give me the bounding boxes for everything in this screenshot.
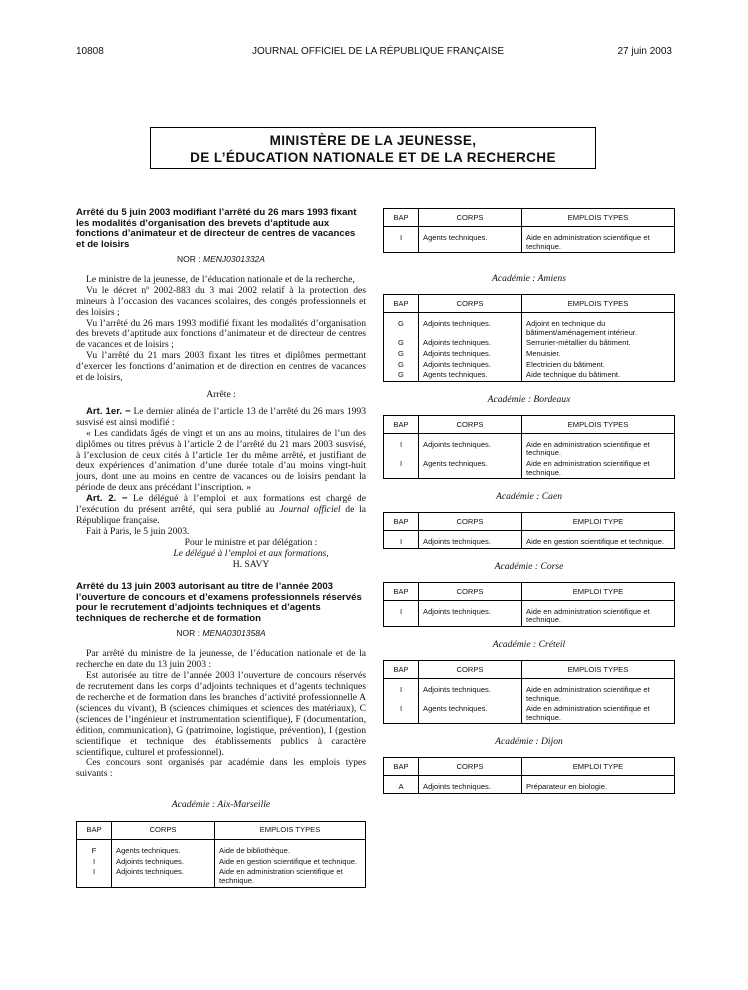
- art1-label: Art. 1er. −: [86, 405, 131, 417]
- academy-table-amiens: [383, 294, 675, 382]
- art2-text-a: Le délégué à l’emploi et aux formations est chargé de l’exécution du présent arrêté, qui sera publié au: [76, 493, 366, 516]
- arrete-1-art1: [76, 407, 366, 429]
- ministry-line-2: DE L’ÉDUCATION NATIONALE ET DE LA RECHERCHE: [190, 150, 556, 165]
- academy-table-caen: [383, 512, 675, 549]
- table-row: A Adjoints techniques. Préparateur en biologie.: [384, 782, 675, 793]
- col-header-bap: BAP: [384, 295, 419, 313]
- arrete-1-nor: [76, 254, 366, 265]
- academy-table-aix-marseille: [76, 821, 366, 887]
- col-header-emploi: EMPLOI TYPE: [522, 582, 675, 600]
- table-row: I Adjoints techniques. Aide en gestion scientifique et technique.: [77, 857, 366, 868]
- journal-title: JOURNAL OFFICIEL DE LA RÉPUBLIQUE FRANÇAISE: [251, 46, 505, 57]
- signature-line-3: H. SAVY: [232, 558, 270, 570]
- table-row: I Adjoints techniques. Aide en administration scientifique et technique.: [384, 685, 675, 704]
- table-row: F Agents techniques. Aide de bibliothèque.: [77, 846, 366, 857]
- col-header-bap: BAP: [384, 513, 419, 531]
- ministry-heading: [150, 127, 596, 169]
- arrete-1-title: Arrêté du 5 juin 2003 modifiant l’arrêté du 26 mars 1993 fixant les modalités d’organisation des brevets d’aptitude aux fonctions d’animateur et de directeur de centres de vacances et de loisirs: [76, 207, 357, 250]
- col-header-corps: CORPS: [112, 822, 215, 840]
- col-header-emploi: EMPLOI TYPE: [522, 513, 675, 531]
- arrete-1-art1-quote: « Les candidats âgés de vingt et un ans au moins, titulaires de l’un des diplômes ou titres prévus à l’article 2 de l’arrêté du 21 mars 2003 susvisé, à l’exclusion de ceux cités à l’article 1er du même arrêté, et justifiant de deux expériences d’animation d’une durée totale d’au moins vingt-huit jours, dont une au moins en centre de vacances ou de loisirs pendant la période de deux ans précédant l’inscription. »: [76, 427, 366, 494]
- ministry-line-1: MINISTÈRE DE LA JEUNESSE,: [269, 133, 477, 148]
- academy-name: Académie : Créteil: [492, 638, 566, 650]
- table-row: G Adjoints techniques. Electricien du bâtiment.: [384, 360, 675, 371]
- col-header-emploi: EMPLOI TYPE: [522, 758, 675, 776]
- col-header-emplois: EMPLOIS TYPES: [215, 822, 366, 840]
- table-row: I Adjoints techniques. Aide en administration scientifique et technique.: [384, 607, 675, 627]
- academy-table-creteil: [383, 660, 675, 724]
- academy-name: Académie : Caen: [495, 491, 563, 503]
- academy-name: Académie : Amiens: [492, 273, 566, 285]
- col-header-corps: CORPS: [419, 758, 522, 776]
- col-header-corps: CORPS: [419, 513, 522, 531]
- table-row: G Agents techniques. Aide technique du bâtiment.: [384, 370, 675, 381]
- arrete-1-p1: Le ministre de la jeunesse, de l’éducation nationale et de la recherche,: [86, 273, 355, 285]
- col-header-bap: BAP: [77, 822, 112, 840]
- arrete-2-title: Arrêté du 13 juin 2003 autorisant au titre de l’année 2003 l’ouverture de concours et d’examens professionnels réservés pour le recrutement d’adjoints techniques et d’agents techniques de recherche et de formation: [76, 581, 362, 624]
- col-header-emplois: EMPLOIS TYPES: [522, 660, 675, 678]
- col-header-corps: CORPS: [419, 660, 522, 678]
- col-header-corps: CORPS: [419, 209, 522, 227]
- arrete-1-arrete: Arrête :: [206, 388, 236, 400]
- academy-table-corse: [383, 582, 675, 627]
- academy-table-continued: [383, 208, 675, 253]
- table-row: G Adjoints techniques. Adjoint en technique du bâtiment/aménagement intérieur.: [384, 319, 675, 338]
- arrete-1-art2: [76, 494, 366, 527]
- table-row: I Adjoints techniques. Aide en administration scientifique et technique.: [384, 440, 675, 459]
- table-row: G Adjoints techniques. Serrurier-métallier du bâtiment.: [384, 338, 675, 349]
- arrete-2-p3: Ces concours sont organisés par académie dans les emplois types suivants :: [76, 757, 366, 780]
- arrete-1-p3: Vu l’arrêté du 26 mars 1993 modifié fixant les modalités d’organisation des brevets d’aptitude aux fonctions d’animateur et de directeur de centres de vacances et de loisirs ;: [76, 317, 366, 351]
- nor-code: MENA0301358A: [202, 628, 266, 639]
- nor-code: MENJ0301332A: [203, 254, 265, 264]
- col-header-bap: BAP: [384, 582, 419, 600]
- academy-name: Académie : Dijon: [495, 736, 563, 748]
- table-row: G Adjoints techniques. Menuisier.: [384, 349, 675, 360]
- table-row: I Agents techniques. Aide en administration scientifique et technique.: [384, 233, 675, 253]
- left-column: [76, 208, 366, 888]
- academy-name: Académie : Bordeaux: [487, 393, 571, 405]
- col-header-emplois: EMPLOIS TYPES: [522, 209, 675, 227]
- nor-label: NOR :: [177, 254, 201, 264]
- col-header-bap: BAP: [384, 660, 419, 678]
- col-header-bap: BAP: [384, 415, 419, 433]
- art2-label: Art. 2. −: [86, 493, 128, 505]
- academy-name: Académie : Aix-Marseille: [171, 799, 271, 811]
- issue-date: 27 juin 2003: [617, 46, 672, 57]
- academy-table-dijon: [383, 757, 675, 794]
- col-header-bap: BAP: [384, 209, 419, 227]
- art2-text-b: de la République française.: [76, 504, 366, 526]
- arrete-1-p4: Vu l’arrêté du 21 mars 2003 fixant les titres et diplômes permettant d’exercer les fonctions d’animation et de direction en centres de vacances et de loisirs,: [76, 350, 366, 384]
- col-header-emplois: EMPLOIS TYPES: [522, 415, 675, 433]
- arrete-1-p2: Vu le décret nº 2002-883 du 3 mai 2002 relatif à la protection des mineurs à l’occasion des vacances scolaires, des congés professionnels et des loisirs ;: [76, 284, 366, 318]
- art1-text: Le dernier alinéa de l’article 13 de l’arrêté du 26 mars 1993 susvisé est ainsi modifié :: [76, 405, 367, 428]
- signature-line-1: Pour le ministre et par délégation :: [184, 536, 318, 548]
- col-header-corps: CORPS: [419, 582, 522, 600]
- nor-label: NOR :: [176, 628, 200, 639]
- page-number: 10808: [76, 46, 104, 57]
- table-row: I Adjoints techniques. Aide en administration scientifique et technique.: [77, 867, 366, 887]
- table-row: I Agents techniques. Aide en administration scientifique et technique.: [384, 704, 675, 724]
- right-column: [383, 208, 675, 794]
- signature-line-2: Le délégué à l’emploi et aux formations,: [173, 547, 329, 559]
- col-header-corps: CORPS: [419, 415, 522, 433]
- academy-table-bordeaux: [383, 415, 675, 479]
- arrete-1-fait: Fait à Paris, le 5 juin 2003.: [86, 525, 190, 537]
- col-header-emplois: EMPLOIS TYPES: [522, 295, 675, 313]
- col-header-bap: BAP: [384, 758, 419, 776]
- table-row: I Agents techniques. Aide en administration scientifique et technique.: [384, 459, 675, 479]
- table-row: I Adjoints techniques. Aide en gestion scientifique et technique.: [384, 537, 675, 548]
- art2-text-ital: Journal officiel: [279, 504, 341, 516]
- arrete-2-nor: [76, 628, 366, 639]
- arrete-2-p2: Est autorisée au titre de l’année 2003 l’ouverture de concours réservés de recrutement dans les corps d’adjoints techniques et d’agents techniques de recherche et de formation dans les branches d’activité professionnelle A (sciences du vivant), B (sciences chimiques et sciences des matériaux), C (sciences de l’ingénieur et instrumentation scientifique), F (documentation, édition, communication), G (patrimoine, logistique, prévention), I (gestion scientifique et technique des établissements publics à caractère scientifique, culturel et professionnel).: [76, 670, 366, 758]
- academy-name: Académie : Corse: [494, 560, 564, 572]
- col-header-corps: CORPS: [419, 295, 522, 313]
- arrete-2-p1: Par arrêté du ministre de la jeunesse, de l’éducation nationale et de la recherche en date du 13 juin 2003 :: [76, 648, 366, 671]
